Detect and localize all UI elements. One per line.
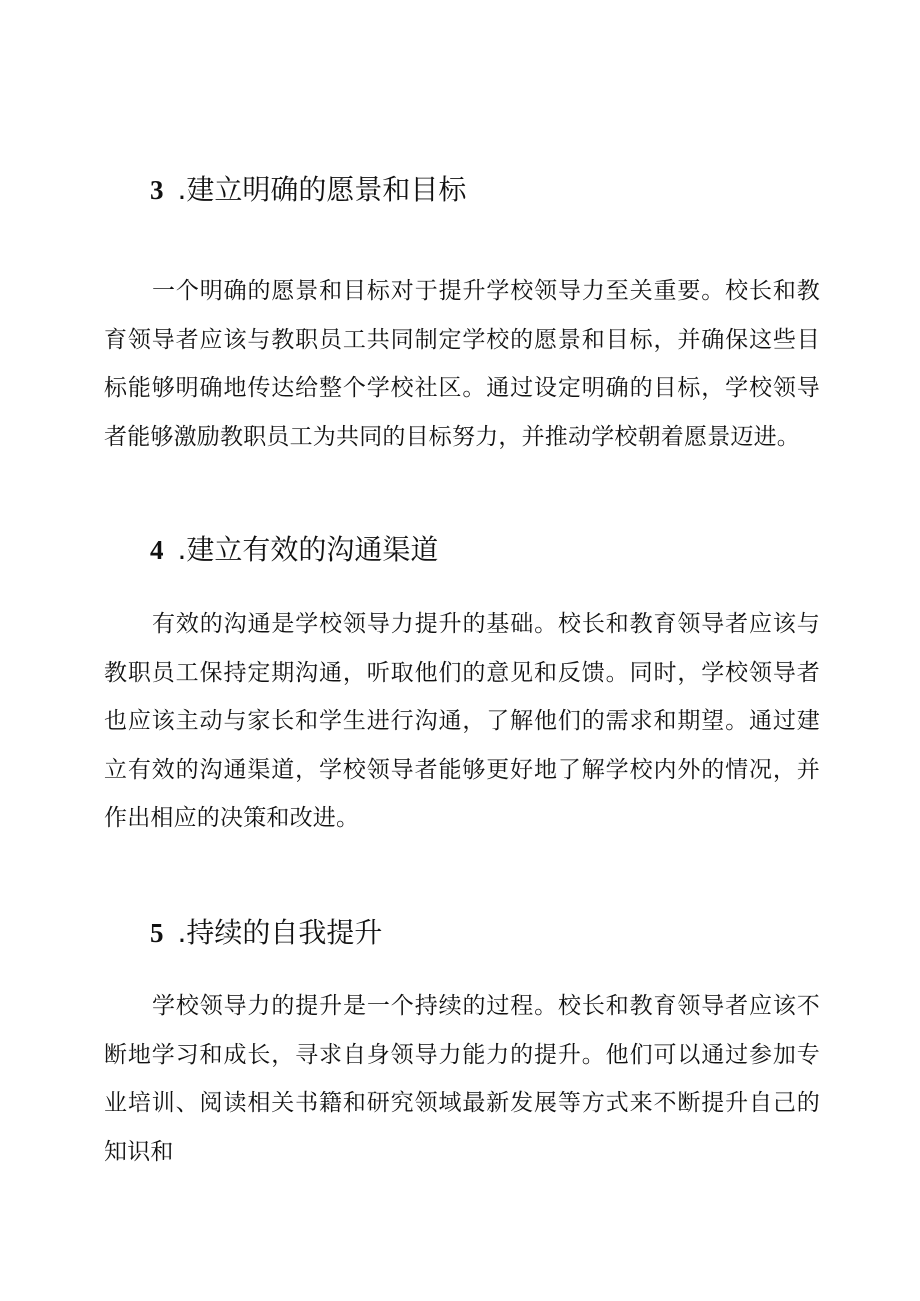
section-paragraph-3: 一个明确的愿景和目标对于提升学校领导力至关重要。校长和教育领导者应该与教职员工共同制定学校的愿景和目标，并确保这些目标能够明确地传达给整个学校社区。通过设定明确的目标，学校领导者能够激励教职员工为共同的目标努力，并推动学校朝着愿景迈进。 — [104, 278, 820, 450]
section-number: 3 — [150, 175, 164, 205]
section-title: .持续的自我提升 — [177, 916, 383, 949]
section-number: 5 — [150, 918, 164, 948]
section-paragraph-4: 有效的沟通是学校领导力提升的基础。校长和教育领导者应该与教职员工保持定期沟通，听取他们的意见和反馈。同时，学校领导者也应该主动与家长和学生进行沟通，了解他们的需求和期望。通过建立有效的沟通渠道，学校领导者能够更好地了解学校内外的情况，并作出相应的决策和改进。 — [104, 611, 820, 831]
section-heading-5 — [150, 911, 382, 951]
section-title: .建立明确的愿景和目标 — [177, 173, 467, 206]
section-heading-4 — [150, 528, 438, 568]
section-number: 4 — [150, 535, 164, 565]
section-heading-3 — [150, 168, 466, 208]
section-paragraph-5: 学校领导力的提升是一个持续的过程。校长和教育领导者应该不断地学习和成长，寻求自身领导力能力的提升。他们可以通过参加专业培训、阅读相关书籍和研究领域最新发展等方式来不断提升自己的知识和 — [104, 993, 820, 1165]
section-title: .建立有效的沟通渠道 — [177, 533, 439, 566]
